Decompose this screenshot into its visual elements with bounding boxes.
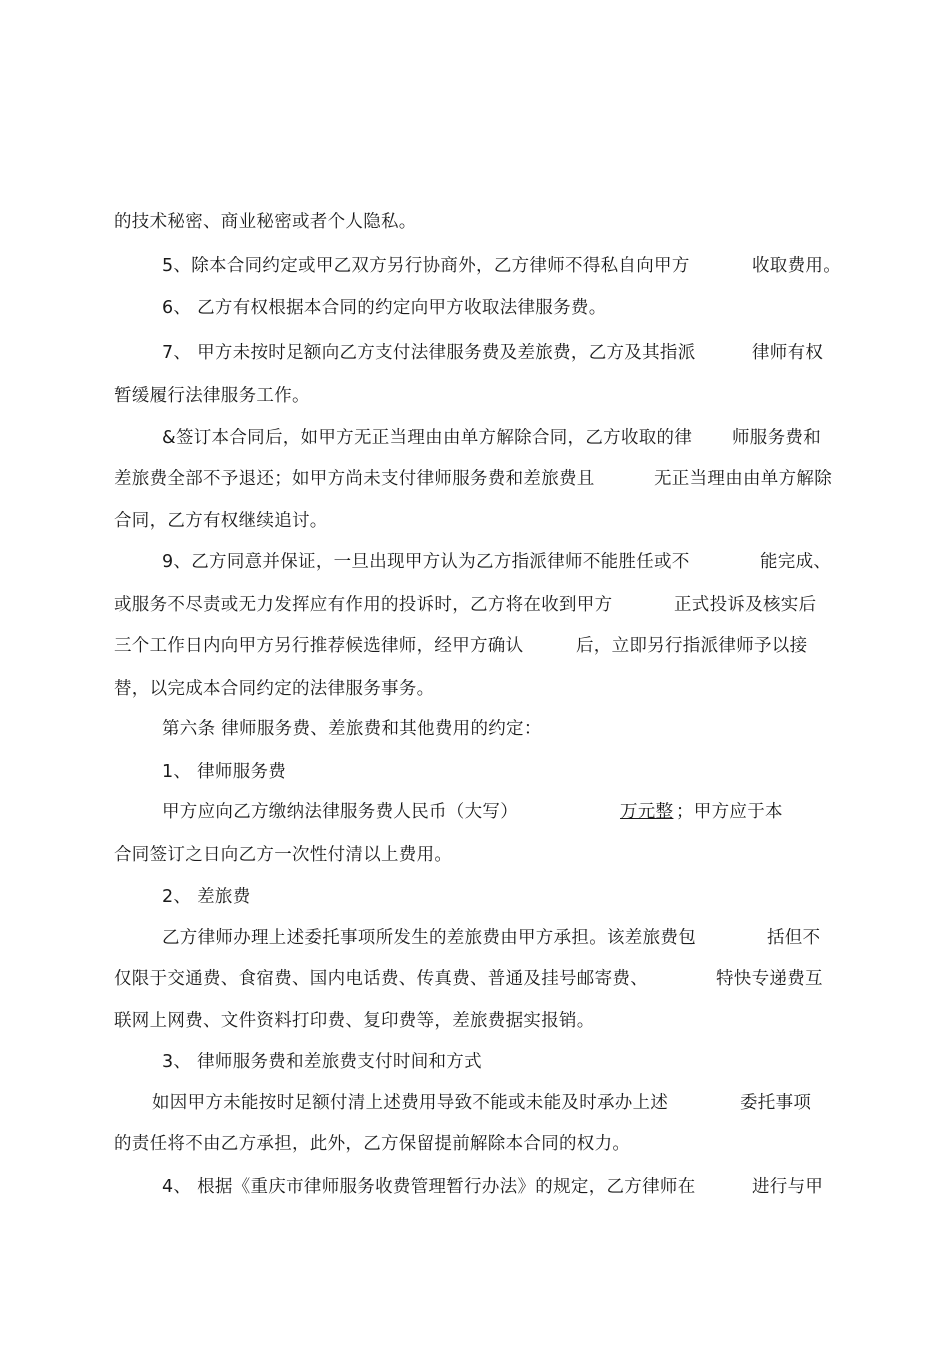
text-line: 收取费用。 (752, 256, 841, 276)
text-line: 能完成、 (760, 552, 832, 572)
text-line: 后，立即另行指派律师予以接 (576, 636, 808, 656)
text-line: 的责任将不由乙方承担，此外，乙方保留提前解除本合同的权力。 (114, 1134, 631, 1154)
text-line: 7、 甲方未按时足额向乙方支付法律服务费及差旅费，乙方及其指派 (162, 343, 696, 363)
text-line: 1、 律师服务费 (162, 762, 287, 782)
text-line: 委托事项 (740, 1093, 812, 1113)
text-line: 仅限于交通费、食宿费、国内电话费、传真费、普通及挂号邮寄费、 (114, 969, 648, 989)
text-line: 3、 律师服务费和差旅费支付时间和方式 (162, 1052, 482, 1072)
section-heading: 第六条 律师服务费、差旅费和其他费用的约定： (162, 719, 542, 739)
text-line: 差旅费全部不予退还；如甲方尚未支付律师服务费和差旅费且 (114, 469, 595, 489)
text-line: 6、 乙方有权根据本合同的约定向甲方收取法律服务费。 (162, 298, 607, 318)
text-line: 正式投诉及核实后 (674, 595, 817, 615)
text-line: 进行与甲 (752, 1177, 824, 1197)
text-line: 特快专递费互 (716, 969, 823, 989)
text-line: 三个工作日内向甲方另行推荐候选律师，经甲方确认 (114, 636, 524, 656)
text-line: 4、 根据《重庆市律师服务收费管理暂行办法》的规定，乙方律师在 (162, 1177, 696, 1197)
text-line: 联网上网费、文件资料打印费、复印费等，差旅费据实报销。 (114, 1011, 595, 1031)
amount-field: 万元整 (620, 802, 674, 822)
text-line: &签订本合同后，如甲方无正当理由由单方解除合同，乙方收取的律 (162, 428, 693, 448)
text-line: 2、 差旅费 (162, 887, 251, 907)
text-line: 律师有权 (752, 343, 824, 363)
text-line: 或服务不尽责或无力发挥应有作用的投诉时，乙方将在收到甲方 (114, 595, 613, 615)
text-line: 替，以完成本合同约定的法律服务事务。 (114, 679, 435, 699)
text-line: 甲方应向乙方缴纳法律服务费人民币（大写） (162, 802, 518, 822)
text-line: 的技术秘密、商业秘密或者个人隐私。 (114, 212, 417, 232)
text-line: 9、乙方同意并保证，一旦出现甲方认为乙方指派律师不能胜任或不 (162, 552, 690, 572)
text-line: 乙方律师办理上述委托事项所发生的差旅费由甲方承担。该差旅费包 (162, 928, 696, 948)
text-line: 合同签订之日向乙方一次性付清以上费用。 (114, 845, 453, 865)
text-line: 合同，乙方有权继续追讨。 (114, 511, 328, 531)
text-line: 如因甲方未能按时足额付清上述费用导致不能或未能及时承办上述 (152, 1093, 669, 1113)
text-line: ；甲方应于本 (676, 802, 783, 822)
text-line: 5、除本合同约定或甲乙双方另行协商外，乙方律师不得私自向甲方 (162, 256, 690, 276)
text-line: 暂缓履行法律服务工作。 (114, 386, 310, 406)
text-line: 括但不 (767, 928, 821, 948)
text-line: 无正当理由由单方解除 (654, 469, 832, 489)
text-line: 师服务费和 (732, 428, 821, 448)
